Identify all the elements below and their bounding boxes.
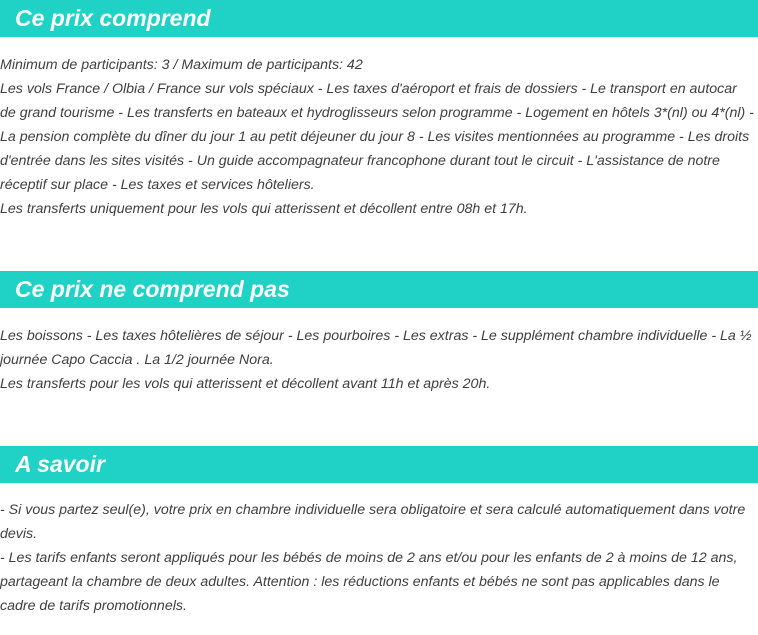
paragraph: Les vols France / Olbia / France sur vols spéciaux - Les taxes d'aéroport et frais de dossiers - Le transport en autocar de grand tourisme - Les transferts en bateaux et hydroglisseurs selon programme - Logement en hôtels 3*(nl) ou 4*(nl) - La pension complète du dîner du jour 1 au petit déjeuner du jour 8 - Les visites mentionnées au programme - Les droits d'entrée dans les sites visités - Un guide accompagnateur francophone durant tout le circuit - L'assistance de notre réceptif sur place - Les taxes et services hôteliers. <box>0 81 754 193</box>
paragraph: Minimum de participants: 3 / Maximum de participants: 42 <box>0 57 363 73</box>
section-body-price-includes <box>0 53 756 221</box>
section-body-to-know <box>0 498 756 618</box>
paragraph: Les transferts uniquement pour les vols qui atterissent et décollent entre 08h et 17h. <box>0 201 528 217</box>
paragraph: Les transferts pour les vols qui atterissent et décollent avant 11h et après 20h. <box>0 376 491 392</box>
section-header-to-know: A savoir <box>0 446 758 483</box>
paragraph: - Les tarifs enfants seront appliqués pour les bébés de moins de 2 ans et/ou pour les enfants de 2 à moins de 12 ans, partageant la chambre de deux adultes. Attention : les réductions enfants et bébés ne sont pas applicables dans le cadre de tarifs promotionnels. <box>0 550 738 614</box>
section-header-price-includes: Ce prix comprend <box>0 0 758 37</box>
paragraph: Les boissons - Les taxes hôtelières de séjour - Les pourboires - Les extras - Le supplément chambre individuelle - La ½ journée Capo Caccia . La 1/2 journée Nora. <box>0 328 752 368</box>
section-body-price-excludes <box>0 324 756 396</box>
section-header-price-excludes: Ce prix ne comprend pas <box>0 271 758 308</box>
paragraph: - Si vous partez seul(e), votre prix en chambre individuelle sera obligatoire et sera calculé automatiquement dans votre devis. <box>0 502 746 542</box>
